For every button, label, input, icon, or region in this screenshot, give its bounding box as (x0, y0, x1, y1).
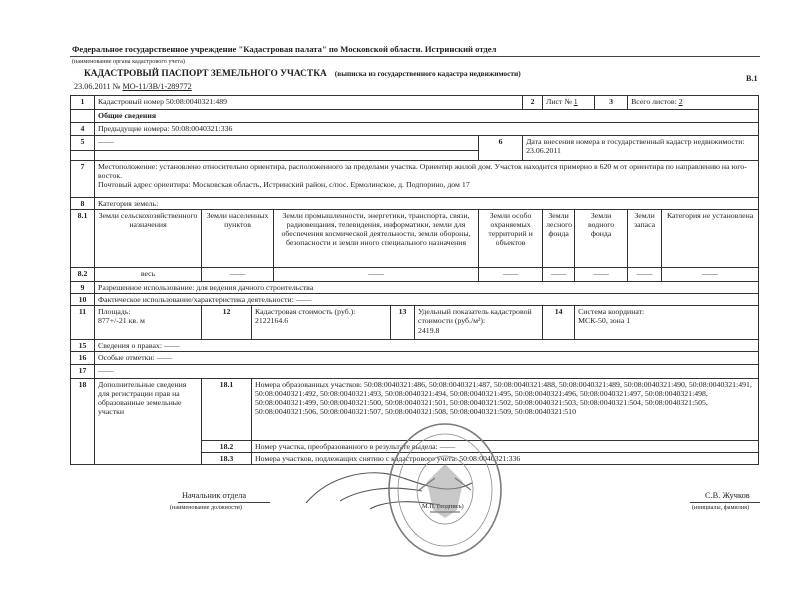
signatory-name: С.В. Жучков (705, 491, 750, 500)
row-number: 9 (71, 282, 95, 294)
value-reserve: —— (628, 268, 662, 282)
empty-cell (95, 151, 479, 161)
permitted-use-cell (95, 282, 759, 294)
value-forest: —— (543, 268, 575, 282)
removed-parcels-label: Номера участков, подлежащих снятию с кадастрового учета: (255, 453, 458, 463)
cadastral-cost-cell (252, 306, 391, 340)
total-sheets-label: Всего листов: (631, 97, 677, 106)
row-permitted-use (71, 282, 759, 294)
specific-cost-cell (415, 306, 543, 340)
row-number: 18.1 (202, 378, 252, 440)
cadastral-cost-label: Кадастровая стоимость (руб.): (255, 307, 356, 317)
formed-parcels-label: Номера образованных участков: (255, 379, 362, 389)
empty-cell (71, 110, 95, 123)
document-number: МО-11/ЗВ/1-289772 (122, 82, 192, 91)
form-code: В.1 (746, 74, 758, 83)
row-general-info (71, 110, 759, 123)
row-land-category (71, 198, 759, 210)
category-industry: Земли промышленности, энергетики, транспорта, связи, радиовещания, телевидения, информатики, земли для обеспечения космической деятельности, земли обороны, безопасности и земли иного специального назначения (274, 210, 479, 268)
value-not-set: —— (662, 268, 759, 282)
row-land-category-values (71, 268, 759, 282)
location-value: установлено относительно ориентира, расположенного за пределами участка. Ориентир жилой дом. Участок находится примерно в 620 м от ориентира по направлению на юго-восток. (98, 162, 747, 181)
location-cell (95, 161, 759, 198)
area-cell (95, 306, 202, 340)
rights-value: —— (163, 341, 180, 351)
coordinate-system-cell (575, 306, 759, 340)
removed-parcels-value: 50:08:0040321:336 (459, 453, 521, 463)
special-notes-value: —— (156, 353, 173, 363)
signatory-name-underline (690, 502, 760, 503)
row-number: 8.2 (71, 268, 95, 282)
specific-cost-label: Удельный показатель кадастровой стоимости (руб./м²): (418, 307, 532, 326)
postal-address-value: Московская область, Истринский район, с/пос. Ермолинское, д. Подпорино, дом 17 (192, 180, 470, 190)
row-location (71, 161, 759, 198)
permitted-use-label: Разрешенное использование: (98, 283, 195, 293)
postal-address-label: Почтовый адрес ориентира: (98, 180, 191, 190)
row-actual-use (71, 294, 759, 306)
passport-table (70, 95, 759, 465)
previous-numbers-cell (95, 123, 759, 136)
official-stamp-icon (385, 420, 505, 560)
category-protected: Земли особо охраняемых территорий и объектов (479, 210, 543, 268)
transformed-parcel-cell (252, 440, 759, 452)
document-number-prefix: № (112, 82, 121, 91)
document-date-number (74, 82, 192, 91)
category-settlements: Земли населенных пунктов (202, 210, 274, 268)
row-number: 12 (202, 306, 252, 340)
registration-date-label: Дата внесения номера в государственный кадастр недвижимости: (526, 137, 745, 146)
value-agricultural: весь (95, 268, 202, 282)
signatory-role-underline (178, 502, 270, 503)
row-number: 1 (71, 96, 95, 110)
special-notes-cell (95, 352, 759, 364)
signatory-role-caption: (наименование должности) (170, 504, 242, 511)
row-17 (71, 364, 759, 378)
category-water: Земли водного фонда (575, 210, 628, 268)
row-special-notes (71, 352, 759, 364)
row-number: 8.1 (71, 210, 95, 268)
special-notes-label: Особые отметки: (98, 353, 155, 363)
row-number: 16 (71, 352, 95, 364)
row-area-cost (71, 306, 759, 340)
row-5 (71, 136, 759, 151)
row-number: 13 (391, 306, 415, 340)
row-number: 18.3 (202, 452, 252, 464)
category-not-set: Категория не установлена (662, 210, 759, 268)
document-title (84, 69, 521, 79)
coordinate-system-value: МСК-50, зона 1 (578, 316, 631, 326)
rights-label: Сведения о правах: (98, 341, 162, 351)
additional-info-label: Дополнительные сведения для регистрации прав на образованные земельные участки (95, 378, 202, 464)
row-number: 14 (543, 306, 575, 340)
actual-use-cell (95, 294, 759, 306)
row-previous-numbers (71, 123, 759, 136)
transformed-parcel-value: —— (439, 441, 456, 451)
actual-use-value: —— (295, 295, 312, 305)
land-category-label: Категория земель: (95, 198, 759, 210)
sheet-value: 1 (573, 97, 578, 106)
area-value: 877+/-21 кв. м (98, 316, 145, 326)
row-number: 8 (71, 198, 95, 210)
signatory-name-caption: (инициалы, фамилия) (692, 504, 750, 511)
sheet-cell (543, 96, 595, 110)
location-label: Местоположение: (98, 162, 158, 171)
value-water: —— (575, 268, 628, 282)
row-number: 18 (71, 378, 95, 464)
formed-parcels-value: 50:08:0040321:486, 50:08:0040321:487, 50:08:0040321:488, 50:08:0040321:489, 50:08:0040321:490, 50:08:0040321:491, 50:08:0040321:492, 50:08:0040321:493, 50:08:0040321:494, 50:08:0040321:495, 50:08:0040321:496, 50:08:0040321:497, 50:08:0040321:498, 50:08:0040321:499, 50:08:0040321:500, 50:08:0040321:501, 50:08:0040321:502, 50:08:0040321:503, 50:08:0040321:504, 50:08:0040321:505, 50:08:0040321:506, 50:08:0040321:507, 50:08:0040321:508, 50:08:0040321:509, 50:08:0040321:510 (255, 379, 752, 416)
document-title-text: КАДАСТРОВЫЙ ПАСПОРТ ЗЕМЕЛЬНОГО УЧАСТКА (84, 69, 327, 79)
total-sheets-value: 2 (678, 97, 683, 106)
organization-name: Федеральное государственное учреждение "Кадастровая палата" по Московской области. Истринский отдел (72, 44, 497, 54)
row-number: 11 (71, 306, 95, 340)
row-rights (71, 340, 759, 352)
document-subtitle: (выписка из государственного кадастра недвижимости) (334, 69, 521, 78)
row-number: 15 (71, 340, 95, 352)
permitted-use-value: для ведения дачного строительства (196, 283, 314, 293)
value-industry: —— (274, 268, 479, 282)
row-number: 5 (71, 136, 95, 151)
row-land-category-columns (71, 210, 759, 268)
cadastral-number-value: 50:08:0040321:489 (165, 97, 228, 106)
rights-cell (95, 340, 759, 352)
general-info-heading: Общие сведения (95, 110, 759, 123)
sheet-label: Лист № (546, 97, 572, 106)
document-date: 23.06.2011 (74, 82, 111, 91)
category-forest: Земли лесного фонда (543, 210, 575, 268)
empty-cell (71, 151, 95, 161)
cadastral-number-cell (95, 96, 523, 110)
signatory-role: Начальник отдела (182, 491, 247, 500)
registration-date-value: 23.06.2011 (526, 146, 561, 156)
cadastral-number-label: Кадастровый номер (98, 97, 165, 106)
cadastral-cost-value: 2122164.6 (255, 316, 289, 326)
previous-numbers-value: 50:08:0040321:336 (171, 124, 233, 133)
row-number: 17 (71, 364, 95, 378)
previous-numbers-label: Предыдущие номера: (98, 124, 170, 133)
organization-underline (70, 56, 760, 57)
formed-parcels-cell (252, 378, 759, 440)
actual-use-label: Фактическое использование/характеристика деятельности: (98, 295, 294, 305)
row-number: 7 (71, 161, 95, 198)
row-17-value: —— (95, 364, 759, 378)
value-settlements: —— (202, 268, 274, 282)
registration-date-cell (523, 136, 759, 161)
organization-caption: (наименование органа кадастрового учета) (72, 58, 185, 65)
row-number: 2 (523, 96, 543, 110)
specific-cost-value: 2419.8 (418, 325, 440, 335)
row-cadastral-number (71, 96, 759, 110)
transformed-parcel-label: Номер участка, преобразованного в результате выдела: (255, 441, 438, 451)
value-protected: —— (479, 268, 543, 282)
row-number: 3 (595, 96, 628, 110)
row-5-value: —— (95, 136, 479, 151)
area-label: Площадь: (98, 307, 131, 317)
row-number: 10 (71, 294, 95, 306)
row-number: 6 (479, 136, 523, 161)
row-number: 18.2 (202, 440, 252, 452)
category-agricultural: Земли сельскохозяйственного назначения (95, 210, 202, 268)
category-reserve: Земли запаса (628, 210, 662, 268)
total-sheets-cell (628, 96, 759, 110)
row-number: 4 (71, 123, 95, 136)
stamp-signature-label: М.П. (подпись) (422, 503, 464, 510)
coordinate-system-label: Система координат: (578, 307, 645, 317)
